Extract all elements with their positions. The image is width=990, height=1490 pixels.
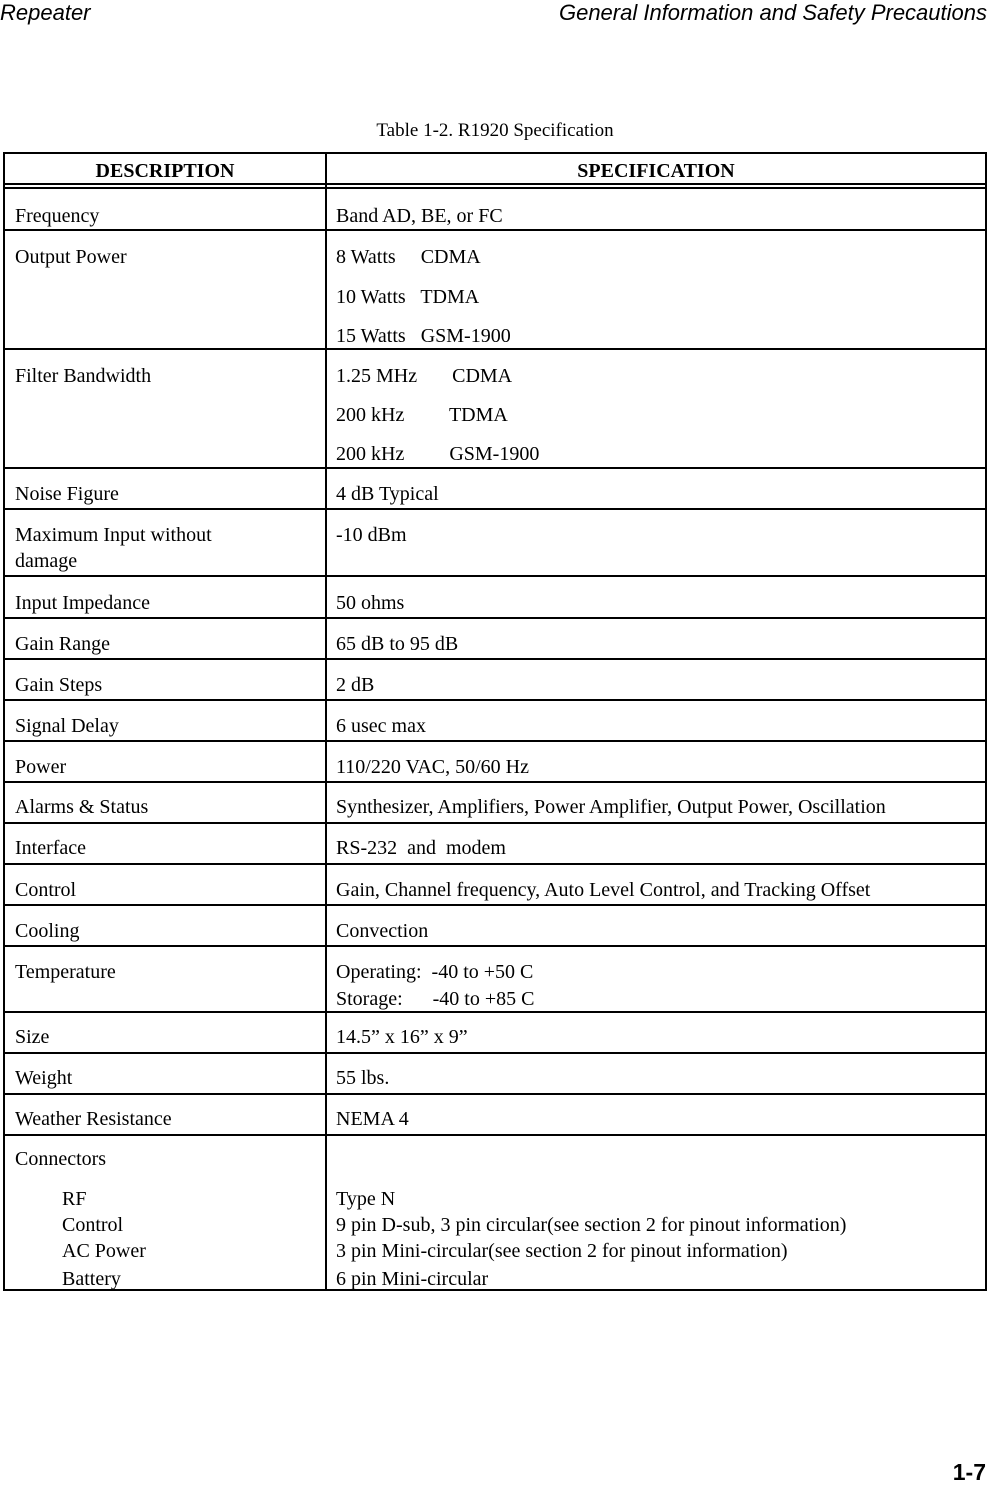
row-divider — [5, 575, 985, 577]
row-specification: 6 pin Mini-circular — [336, 1268, 489, 1290]
row-description: Interface — [15, 837, 87, 859]
row-description: Input Impedance — [15, 592, 150, 614]
row-divider — [5, 904, 985, 906]
row-specification: 2 dB — [336, 674, 375, 696]
row-description: Control — [62, 1214, 124, 1236]
row-specification: 15 Watts GSM-1900 — [336, 325, 511, 347]
row-description: Gain Steps — [15, 674, 103, 696]
row-divider — [5, 467, 985, 469]
row-description: Temperature — [15, 961, 116, 983]
column-divider — [325, 154, 327, 1289]
row-description: Control — [15, 879, 77, 901]
row-divider — [5, 699, 985, 701]
column-header-specification: SPECIFICATION — [577, 160, 735, 182]
row-divider — [5, 1011, 985, 1013]
row-specification: Storage: -40 to +85 C — [336, 988, 535, 1010]
row-specification: 200 kHz GSM-1900 — [336, 443, 540, 465]
row-specification: 6 usec max — [336, 715, 426, 737]
row-description: Size — [15, 1026, 50, 1048]
row-divider — [5, 229, 985, 231]
row-description: Alarms & Status — [15, 796, 149, 818]
row-description: Maximum Input without — [15, 524, 212, 546]
row-description: Battery — [62, 1268, 121, 1290]
row-divider — [5, 348, 985, 350]
row-specification: Operating: -40 to +50 C — [336, 961, 534, 983]
row-divider — [5, 945, 985, 947]
row-description: Filter Bandwidth — [15, 365, 152, 387]
row-specification: 4 dB Typical — [336, 483, 439, 505]
row-description: Weather Resistance — [15, 1108, 172, 1130]
row-specification: NEMA 4 — [336, 1108, 409, 1130]
row-description: Weight — [15, 1067, 73, 1089]
row-divider — [5, 1093, 985, 1095]
row-specification: 1.25 MHz CDMA — [336, 365, 513, 387]
row-divider — [5, 740, 985, 742]
row-divider — [5, 822, 985, 824]
row-specification: Band AD, BE, or FC — [336, 205, 503, 227]
row-specification: 200 kHz TDMA — [336, 404, 508, 426]
row-specification: 9 pin D-sub, 3 pin circular(see section 2 for pinout information) — [336, 1214, 847, 1236]
row-specification: Synthesizer, Amplifiers, Power Amplifier, Output Power, Oscillation — [336, 796, 886, 818]
row-description: Signal Delay — [15, 715, 119, 737]
row-description: Cooling — [15, 920, 80, 942]
row-specification: Convection — [336, 920, 429, 942]
row-specification: 65 dB to 95 dB — [336, 633, 459, 655]
row-description: RF — [62, 1188, 87, 1210]
row-specification: 50 ohms — [336, 592, 405, 614]
row-divider — [5, 508, 985, 510]
row-specification: Gain, Channel frequency, Auto Level Control, and Tracking Offset — [336, 879, 871, 901]
row-specification: 3 pin Mini-circular(see section 2 for pinout information) — [336, 1240, 788, 1262]
row-specification: Type N — [336, 1188, 396, 1210]
row-specification: 14.5” x 16” x 9” — [336, 1026, 468, 1048]
row-specification: 10 Watts TDMA — [336, 286, 480, 308]
header-divider — [5, 187, 985, 189]
row-description: damage — [15, 550, 78, 572]
row-divider — [5, 658, 985, 660]
row-divider — [5, 863, 985, 865]
row-description: Connectors — [15, 1148, 107, 1170]
row-description: Noise Figure — [15, 483, 119, 505]
row-description: Gain Range — [15, 633, 110, 655]
row-divider — [5, 1052, 985, 1054]
page-number: 1-7 — [952, 1459, 986, 1485]
row-specification: RS-232 and modem — [336, 837, 506, 859]
spec-table — [3, 152, 987, 1291]
row-specification: -10 dBm — [336, 524, 407, 546]
row-specification: 55 lbs. — [336, 1067, 390, 1089]
row-description: AC Power — [62, 1240, 146, 1262]
row-specification: 8 Watts CDMA — [336, 246, 481, 268]
column-header-description: DESCRIPTION — [95, 160, 235, 182]
row-description: Frequency — [15, 205, 100, 227]
table-title: Table 1-2. R1920 Specification — [376, 120, 614, 141]
page-header-right: General Information and Safety Precautions — [558, 0, 987, 25]
row-divider — [5, 617, 985, 619]
page-header-left: Repeater — [0, 0, 91, 25]
row-specification: 110/220 VAC, 50/60 Hz — [336, 756, 529, 778]
row-divider — [5, 781, 985, 783]
row-description: Output Power — [15, 246, 127, 268]
header-divider — [5, 183, 985, 185]
row-description: Power — [15, 756, 67, 778]
row-divider — [5, 1134, 985, 1136]
